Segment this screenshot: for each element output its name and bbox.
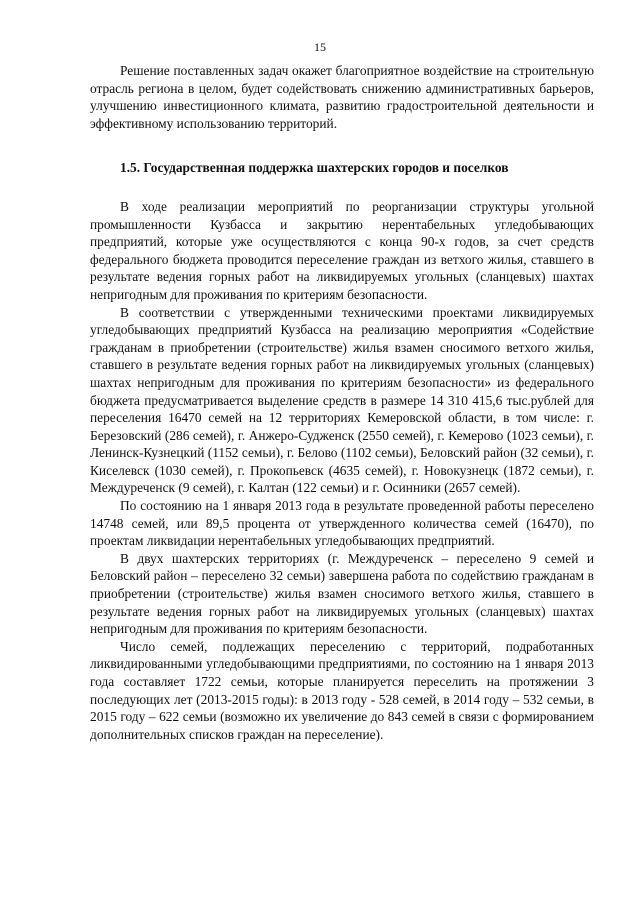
paragraph: В двух шахтерских территориях (г. Междуреченск – переселено 9 семей и Беловский район – переселено 32 семьи) завершена работа по содействию гражданам в приобретении (строительстве) жилья взамен сносимого ветхого жилья, ставшего в результате ведения горных работ на ликвидируемых угольных (сланцевых) шахтах непригодным для проживания по критериям безопасности. — [90, 550, 594, 637]
document-body — [90, 62, 594, 743]
section-heading: 1.5. Государственная поддержка шахтерских городов и поселков — [120, 160, 509, 176]
page-number: 15 — [314, 40, 326, 54]
paragraph: Число семей, подлежащих переселению с территорий, подработанных ликвидированными угледобывающими предприятиями, по состоянию на 1 января 2013 года составляет 1722 семьи, которые планируется переселить на протяжении 3 последующих лет (2013-2015 годы): в 2013 году - 528 семей, в 2014 году – 532 семьи, в 2015 году – 622 семьи (возможно их увеличение до 843 семей в связи с формированием дополнительных списков граждан на переселение). — [90, 638, 594, 742]
paragraph: В соответствии с утвержденными техническими проектами ликвидируемых угледобывающих предприятий Кузбасса на реализацию мероприятия «Содействие гражданам в приобретении (строительстве) жилья взамен сносимого ветхого жилья, ставшего в результате ведения горных работ на ликвидируемых угольных (сланцевых) шахтах непригодным для проживания по критериям безопасности» из федерального бюджета предусматривается выделение средств в размере 14 310 415,6 тыс.рублей для переселения 16470 семей на 12 территориях Кемеровской области, в том числе: г. Березовский (286 семей), г. Анжеро-Судженск (2550 семей), г. Кемерово (1023 семьи), г. Ленинск-Кузнецкий (1152 семьи), г. Белово (1102 семьи), Беловский район (32 семьи), г. Киселевск (1030 семей), г. Прокопьевск (4635 семей), г. Новокузнецк (1872 семьи), г. Междуреченск (9 семей), г. Калтан (122 семьи) и г. Осинники (2657 семей). — [90, 304, 594, 496]
paragraph: В ходе реализации мероприятий по реорганизации структуры угольной промышленности Кузбасса и закрытию нерентабельных угледобывающих предприятий, которые уже осуществляются с конца 90-х годов, за счет средств федерального бюджета проводится переселение граждан из ветхого жилья, ставшего в результате ведения горных работ на ликвидируемых угольных (сланцевых) шахтах непригодным для проживания по критериям безопасности. — [90, 198, 594, 302]
paragraph: По состоянию на 1 января 2013 года в результате проведенной работы переселено 14748 семей, или 89,5 процента от утвержденного количества семей (16470), по проектам ликвидации нерентабельных угледобывающих предприятий. — [90, 498, 594, 549]
intro-paragraph: Решение поставленных задач окажет благоприятное воздействие на строительную отрасль региона в целом, будет содействовать снижению административных барьеров, улучшению инвестиционного климата, развитию градостроительной деятельности и эффективному использованию территорий. — [90, 63, 594, 131]
